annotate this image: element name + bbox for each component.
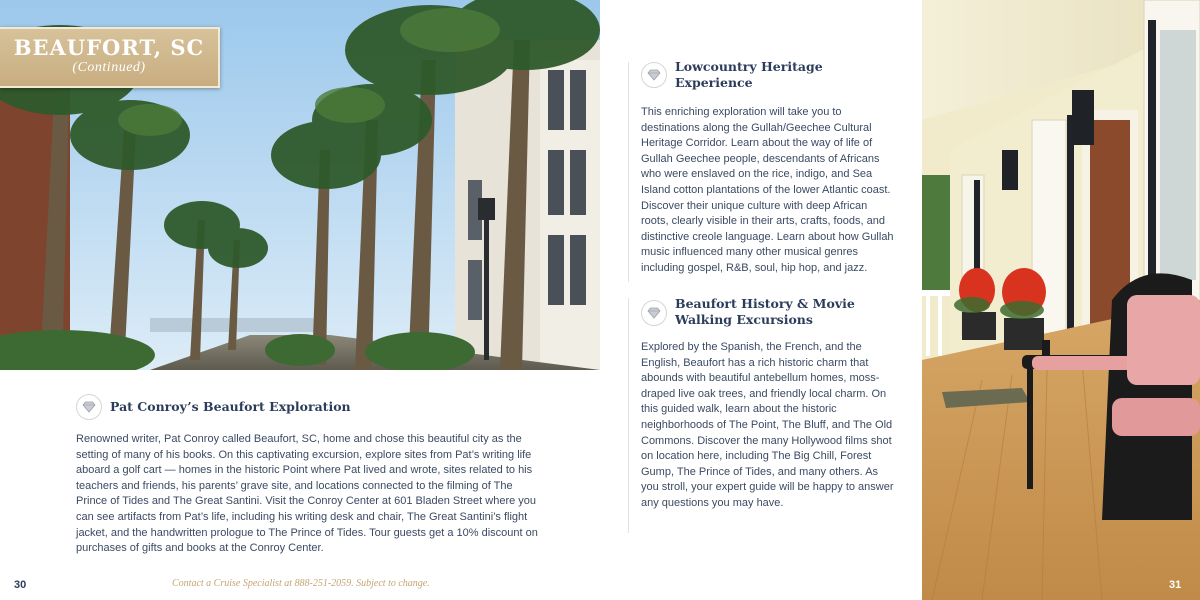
section-title xyxy=(675,296,855,328)
section-heading xyxy=(641,59,896,91)
section-title: Pat Conroy’s Beaufort Exploration xyxy=(110,399,351,414)
porch-photo xyxy=(922,0,1200,600)
section-pat-conroy xyxy=(76,394,546,557)
section-history-movie-walks xyxy=(641,296,896,512)
location-title: BEAUFORT, SC xyxy=(13,35,205,60)
location-title-badge xyxy=(0,27,220,88)
page-number-left: 30 xyxy=(14,579,27,591)
location-subtitle: (Continued) xyxy=(72,60,146,75)
section-title: Lowcountry Heritage Experience xyxy=(675,59,823,90)
page-number-right: 31 xyxy=(1169,579,1182,591)
section-heading xyxy=(641,296,896,328)
section-heading xyxy=(76,394,546,420)
section-body: Explored by the Spanish, the French, and the English, Beaufort has a rich historic charm that abounds with beautiful antebellum homes, moss-draped live oak trees, and friendly local charm. On this guided walk, learn about the historic neighborhoods of The Point, The Bluff, and The Old Commons. Discover the many Hollywood films shot on location here, including The Big Chill, Forest Gump, The Prince of Tides, and many others. As you stroll, your expert guide will be happy to answer any questions you may have. xyxy=(641,341,894,509)
diamond-icon xyxy=(641,300,667,326)
divider xyxy=(628,62,629,282)
section-body: This enriching exploration will take you to destinations along the Gullah/Geechee Cultural Heritage Corridor. Learn about the way of life of Gullah Geechee people, descendants of Africans who were enslaved on the rice, indigo, and Sea Island cotton plantations of the lower Atlantic coast. Discover their unique culture with deep African roots, clearly visible in their arts, crafts, foods, and distinctive creole language. Learn about how Gullah music influenced many other musical genres including gospel, R&B, soul, hip hop, and jazz. xyxy=(641,106,894,274)
section-title-line-1: Beaufort History & Movie xyxy=(675,296,855,311)
section-title-line-2: Walking Excursions xyxy=(675,312,813,327)
diamond-icon xyxy=(76,394,102,420)
footer-contact: Contact a Cruise Specialist at 888-251-2059. Subject to change. xyxy=(172,578,430,589)
divider xyxy=(628,298,629,533)
section-body: Renowned writer, Pat Conroy called Beaufort, SC, home and chose this beautiful city as the setting of many of his books. On this captivating excursion, explore sites from Pat’s writing life aboard a golf cart — homes in the historic Point where Pat lived and wrote, sites related to his teachers and friends, his parents’ grave site, and locations connected to the filming of The Prince of Tides and The Great Santini. Visit the Conroy Center at 601 Bladen Street where you can see artifacts from Pat’s life, including his writing desk and chair, The Great Santini’s flight jacket, and the handwritten prologue to The Prince of Tides. Tour guests get a 10% discount on purchases of gifts and books at the Conroy Center. xyxy=(76,433,538,555)
diamond-icon xyxy=(641,62,667,88)
section-lowcountry-heritage xyxy=(641,59,896,277)
